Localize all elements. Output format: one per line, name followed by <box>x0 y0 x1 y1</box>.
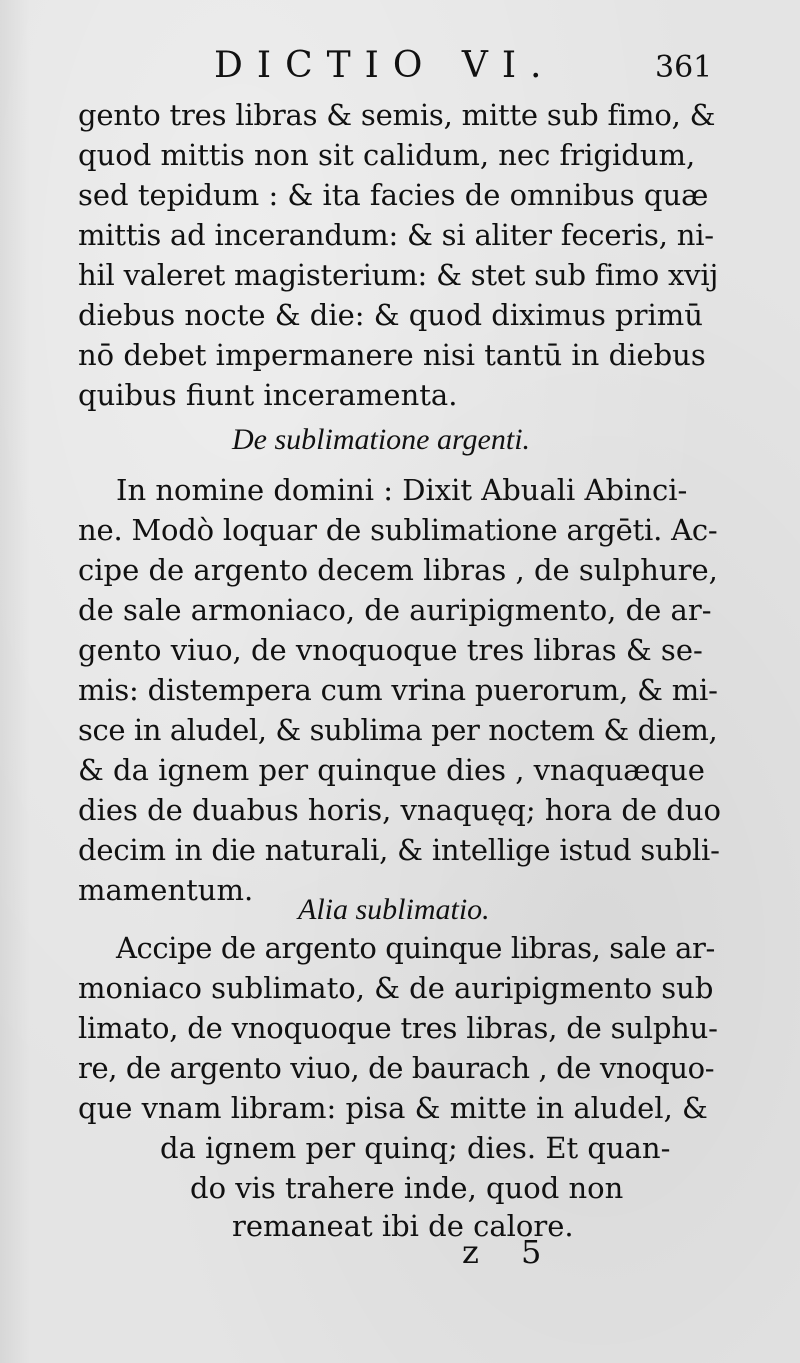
text-line: diebus nocte & die: & quod diximus primū <box>78 298 703 332</box>
running-head <box>0 42 800 90</box>
section-heading: De sublimatione argenti. <box>232 423 531 456</box>
text-line: dies de duabus horis, vnaquęq; hora de duo <box>78 793 721 827</box>
page-number: 361 <box>655 50 713 85</box>
text-line: sed tepidum : & ita facies de omnibus quæ <box>78 178 709 212</box>
text-line: hil valeret magisterium: & stet sub fimo xvij <box>78 258 719 292</box>
text-line: que vnam libram: pisa & mitte in aludel, & <box>78 1091 708 1125</box>
text-line: & da ignem per quinque dies , vnaquæque <box>78 753 705 787</box>
text-line: quod mittis non sit calidum, nec frigidum, <box>78 138 696 172</box>
text-line: mis: distempera cum vrina puerorum, & mi- <box>78 673 718 707</box>
text-line: Accipe de argento quinque libras, sale ar- <box>116 931 715 965</box>
text-line: gento viuo, de vnoquoque tres libras & se- <box>78 633 703 667</box>
text-line: sce in aludel, & sublima per noctem & diem, <box>78 713 718 747</box>
text-line: de sale armoniaco, de auripigmento, de ar- <box>78 593 712 627</box>
running-head-title: DICTIO VI. <box>214 45 556 86</box>
text-line: mittis ad incerandum: & si aliter feceris, ni- <box>78 218 714 252</box>
text-line: quibus fiunt inceramenta. <box>78 378 458 412</box>
text-line: remaneat ibi de calore. <box>232 1209 574 1243</box>
text-line: limato, de vnoquoque tres libras, de sulphu- <box>78 1011 718 1045</box>
text-line: gento tres libras & semis, mitte sub fimo, & <box>78 98 716 132</box>
signature-mark: z 5 <box>462 1233 558 1271</box>
text-line: re, de argento viuo, de baurach , de vnoquo- <box>78 1051 715 1085</box>
text-line: decim in die naturali, & intellige istud subli- <box>78 833 720 867</box>
text-line: mamentum. <box>78 873 254 907</box>
text-line: ne. Modò loquar de sublimatione argēti. Ac- <box>78 513 718 547</box>
text-line: moniaco sublimato, & de auripigmento sub <box>78 971 714 1005</box>
text-line: In nomine domini : Dixit Abuali Abinci- <box>116 473 688 507</box>
text-line: do vis trahere inde, quod non <box>190 1171 624 1205</box>
text-line: nō debet impermanere nisi tantū in diebus <box>78 338 706 372</box>
text-line: da ignem per quinq; dies. Et quan- <box>160 1131 671 1165</box>
page-edge-shadow <box>0 0 30 1363</box>
section-heading: Alia sublimatio. <box>298 893 490 926</box>
text-line: cipe de argento decem libras , de sulphure, <box>78 553 718 587</box>
